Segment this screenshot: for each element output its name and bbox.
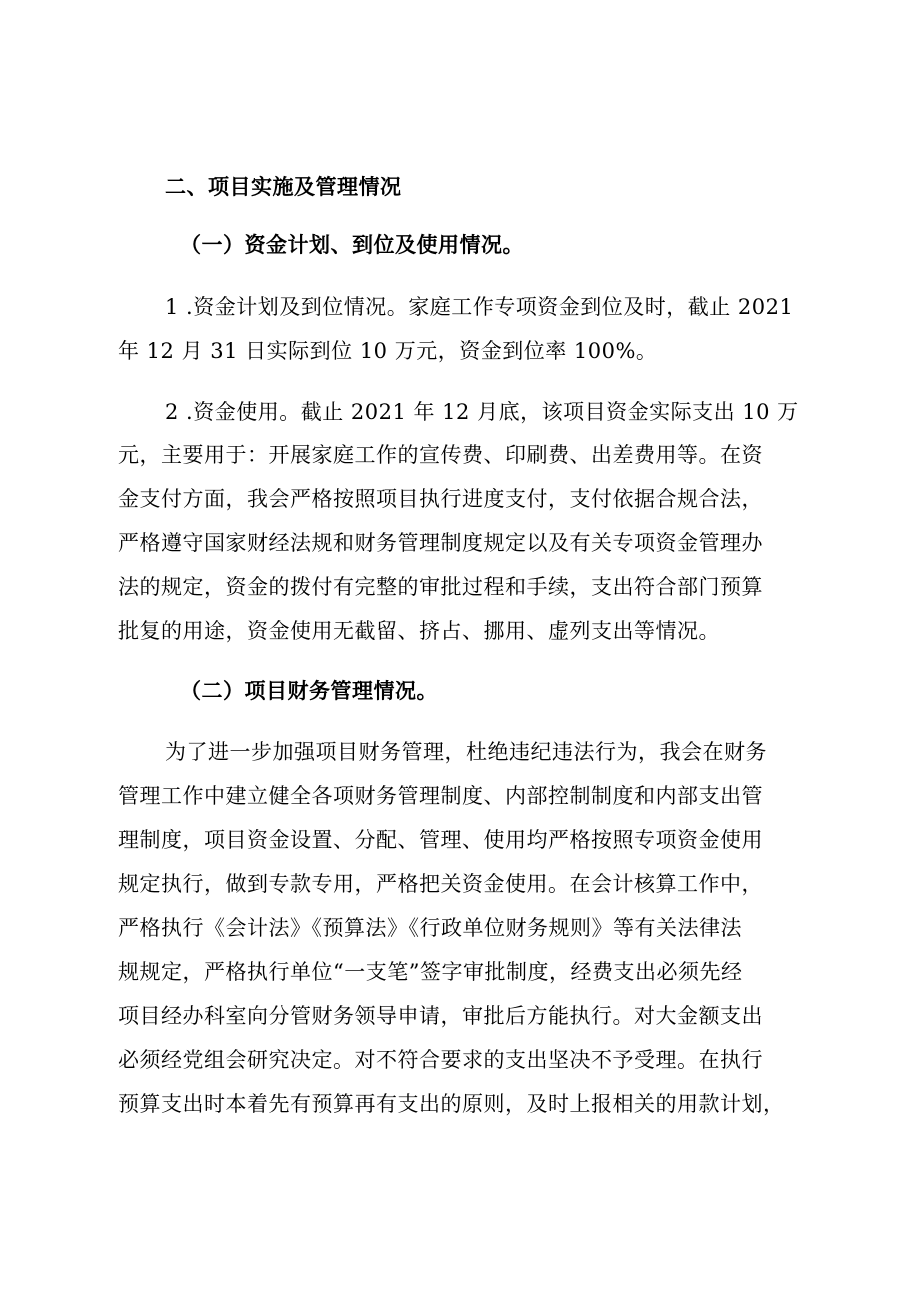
paragraph-line: 项目经办科室向分管财务领导申请，审批后方能执行。对大金额支出 xyxy=(118,1004,763,1028)
paragraph-line: 规规定，严格执行单位“一支笔”签字审批制度，经费支出必须先经 xyxy=(118,960,743,984)
paragraph-line: 理制度，项目资金设置、分配、管理、使用均严格按照专项资金使用 xyxy=(118,828,763,852)
item-2-line: 严格遵守国家财经法规和财务管理制度规定以及有关专项资金管理办 xyxy=(118,531,763,555)
paragraph-line: 严格执行《会计法》《预算法》《行政单位财务规则》等有关法律法 xyxy=(118,916,742,940)
item-1-line: 年 12 月 31 日实际到位 10 万元，资金到位率 100%。 xyxy=(118,339,658,363)
item-2-line: 法的规定，资金的拨付有完整的审批过程和手续，支出符合部门预算 xyxy=(118,575,763,599)
item-2-line: 金支付方面，我会严格按照项目执行进度支付，支付依据合规合法， xyxy=(118,487,763,511)
section-title: 二、项目实施及管理情况 xyxy=(165,174,402,199)
subsection-2-title: （二）项目财务管理情况。 xyxy=(180,678,438,703)
paragraph-line: 为了进一步加强项目财务管理，杜绝违纪违法行为，我会在财务 xyxy=(165,740,767,764)
item-2-line: 批复的用途，资金使用无截留、挤占、挪用、虚列支出等情况。 xyxy=(118,619,720,643)
subsection-1-title: （一）资金计划、到位及使用情况。 xyxy=(180,232,524,257)
item-2-line: 2 .资金使用。截止 2021 年 12 月底，该项目资金实际支出 10 万 xyxy=(165,400,799,424)
paragraph-line: 预算支出时本着先有预算再有支出的原则，及时上报相关的用款计划， xyxy=(118,1092,785,1116)
item-2-line: 元，主要用于：开展家庭工作的宣传费、印刷费、出差费用等。在资 xyxy=(118,443,763,467)
paragraph-line: 必须经党组会研究决定。对不符合要求的支出坚决不予受理。在执行 xyxy=(118,1048,763,1072)
paragraph-line: 管理工作中建立健全各项财务管理制度、内部控制制度和内部支出管 xyxy=(118,784,763,808)
paragraph-line: 规定执行，做到专款专用，严格把关资金使用。在会计核算工作中， xyxy=(118,872,763,896)
item-1-line: 1 .资金计划及到位情况。家庭工作专项资金到位及时，截止 2021 xyxy=(165,295,794,319)
